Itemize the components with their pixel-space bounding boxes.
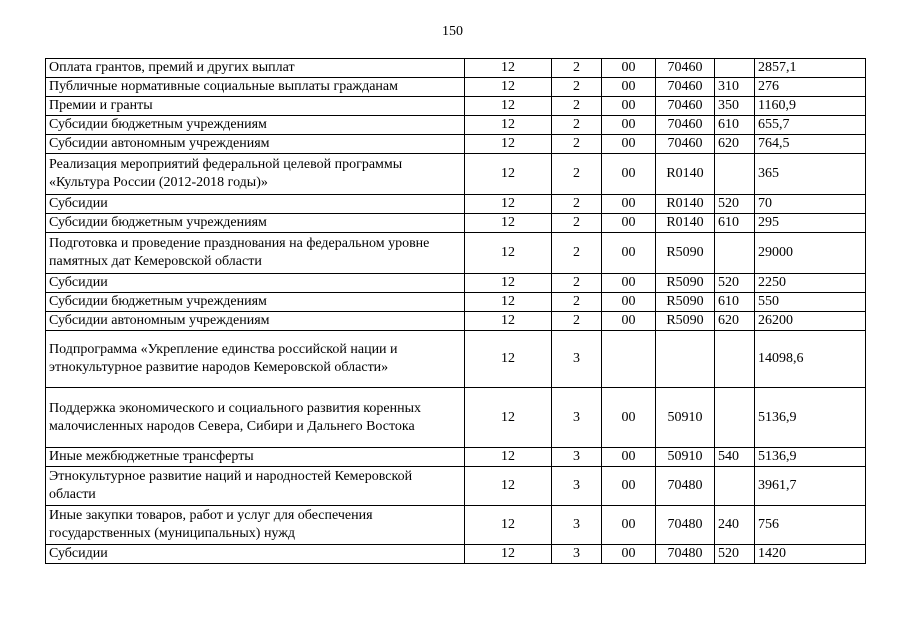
row-name: Подготовка и проведение празднования на федеральном уровне памятных дат Кемеровской области bbox=[46, 233, 465, 274]
row-expense-type: 620 bbox=[715, 135, 755, 154]
row-section: 12 bbox=[465, 388, 552, 448]
row-subsection: 2 bbox=[552, 293, 602, 312]
row-program: 00 bbox=[602, 195, 656, 214]
row-code: R5090 bbox=[656, 293, 715, 312]
table-row bbox=[46, 388, 866, 448]
row-program: 00 bbox=[602, 97, 656, 116]
row-name: Субсидии bbox=[46, 195, 465, 214]
table-row bbox=[46, 506, 866, 545]
row-subsection: 2 bbox=[552, 195, 602, 214]
row-code: 70480 bbox=[656, 506, 715, 545]
row-section: 12 bbox=[465, 214, 552, 233]
row-name: Иные закупки товаров, работ и услуг для обеспечения государственных (муниципальных) нужд bbox=[46, 506, 465, 545]
row-name: Субсидии автономным учреждениям bbox=[46, 135, 465, 154]
row-section: 12 bbox=[465, 233, 552, 274]
table-row bbox=[46, 116, 866, 135]
row-name: Субсидии бюджетным учреждениям bbox=[46, 293, 465, 312]
row-name: Публичные нормативные социальные выплаты гражданам bbox=[46, 78, 465, 97]
row-expense-type bbox=[715, 154, 755, 195]
row-code: R5090 bbox=[656, 233, 715, 274]
row-expense-type bbox=[715, 388, 755, 448]
row-section: 12 bbox=[465, 448, 552, 467]
row-subsection: 2 bbox=[552, 97, 602, 116]
row-expense-type: 520 bbox=[715, 545, 755, 564]
row-code: 50910 bbox=[656, 448, 715, 467]
row-program: 00 bbox=[602, 135, 656, 154]
row-expense-type: 610 bbox=[715, 116, 755, 135]
table-row bbox=[46, 467, 866, 506]
row-program: 00 bbox=[602, 448, 656, 467]
table-row bbox=[46, 233, 866, 274]
row-program: 00 bbox=[602, 116, 656, 135]
row-section: 12 bbox=[465, 78, 552, 97]
table-row bbox=[46, 214, 866, 233]
row-name: Субсидии bbox=[46, 274, 465, 293]
row-subsection: 3 bbox=[552, 506, 602, 545]
row-section: 12 bbox=[465, 545, 552, 564]
row-subsection: 3 bbox=[552, 448, 602, 467]
row-program: 00 bbox=[602, 467, 656, 506]
row-code: 50910 bbox=[656, 388, 715, 448]
row-code bbox=[656, 331, 715, 388]
page-number: 150 bbox=[442, 24, 463, 39]
row-code: 70460 bbox=[656, 135, 715, 154]
row-subsection: 2 bbox=[552, 78, 602, 97]
row-section: 12 bbox=[465, 506, 552, 545]
row-expense-type bbox=[715, 233, 755, 274]
row-code: R5090 bbox=[656, 312, 715, 331]
row-expense-type bbox=[715, 59, 755, 78]
row-code: 70460 bbox=[656, 59, 715, 78]
row-section: 12 bbox=[465, 97, 552, 116]
row-name: Иные межбюджетные трансферты bbox=[46, 448, 465, 467]
row-section: 12 bbox=[465, 135, 552, 154]
row-amount: 1420 bbox=[755, 545, 866, 564]
row-code: 70480 bbox=[656, 467, 715, 506]
row-code: 70460 bbox=[656, 78, 715, 97]
row-subsection: 2 bbox=[552, 214, 602, 233]
row-name: Субсидии bbox=[46, 545, 465, 564]
row-subsection: 3 bbox=[552, 545, 602, 564]
row-subsection: 2 bbox=[552, 312, 602, 331]
row-program bbox=[602, 331, 656, 388]
row-expense-type: 540 bbox=[715, 448, 755, 467]
row-expense-type: 620 bbox=[715, 312, 755, 331]
row-code: 70480 bbox=[656, 545, 715, 564]
row-amount: 29000 bbox=[755, 233, 866, 274]
row-program: 00 bbox=[602, 78, 656, 97]
row-name: Подпрограмма «Укрепление единства российской нации и этнокультурное развитие народов Кемеровской области» bbox=[46, 331, 465, 388]
row-subsection: 2 bbox=[552, 274, 602, 293]
table-row bbox=[46, 293, 866, 312]
row-section: 12 bbox=[465, 312, 552, 331]
row-amount: 14098,6 bbox=[755, 331, 866, 388]
row-name: Субсидии автономным учреждениям bbox=[46, 312, 465, 331]
row-section: 12 bbox=[465, 195, 552, 214]
row-section: 12 bbox=[465, 116, 552, 135]
table-row bbox=[46, 59, 866, 78]
budget-table bbox=[45, 58, 866, 564]
row-amount: 764,5 bbox=[755, 135, 866, 154]
row-section: 12 bbox=[465, 293, 552, 312]
row-program: 00 bbox=[602, 59, 656, 78]
row-section: 12 bbox=[465, 331, 552, 388]
table-row bbox=[46, 97, 866, 116]
row-code: 70460 bbox=[656, 97, 715, 116]
row-amount: 655,7 bbox=[755, 116, 866, 135]
row-name: Премии и гранты bbox=[46, 97, 465, 116]
row-expense-type: 520 bbox=[715, 195, 755, 214]
row-subsection: 2 bbox=[552, 116, 602, 135]
row-amount: 26200 bbox=[755, 312, 866, 331]
row-program: 00 bbox=[602, 233, 656, 274]
row-program: 00 bbox=[602, 388, 656, 448]
row-subsection: 3 bbox=[552, 388, 602, 448]
row-subsection: 2 bbox=[552, 135, 602, 154]
row-amount: 295 bbox=[755, 214, 866, 233]
row-expense-type: 610 bbox=[715, 293, 755, 312]
row-code: R5090 bbox=[656, 274, 715, 293]
row-section: 12 bbox=[465, 154, 552, 195]
row-amount: 5136,9 bbox=[755, 388, 866, 448]
row-program: 00 bbox=[602, 154, 656, 195]
row-expense-type: 610 bbox=[715, 214, 755, 233]
row-amount: 365 bbox=[755, 154, 866, 195]
table-body bbox=[46, 59, 866, 564]
table-row bbox=[46, 154, 866, 195]
row-code: R0140 bbox=[656, 214, 715, 233]
row-amount: 550 bbox=[755, 293, 866, 312]
row-amount: 70 bbox=[755, 195, 866, 214]
row-expense-type: 350 bbox=[715, 97, 755, 116]
row-amount: 276 bbox=[755, 78, 866, 97]
row-name: Реализация мероприятий федеральной целевой программы «Культура России (2012-2018 годы)» bbox=[46, 154, 465, 195]
row-amount: 5136,9 bbox=[755, 448, 866, 467]
row-program: 00 bbox=[602, 293, 656, 312]
row-subsection: 3 bbox=[552, 467, 602, 506]
table-row bbox=[46, 135, 866, 154]
table-row bbox=[46, 78, 866, 97]
row-section: 12 bbox=[465, 274, 552, 293]
row-expense-type bbox=[715, 331, 755, 388]
table-row bbox=[46, 195, 866, 214]
row-program: 00 bbox=[602, 312, 656, 331]
row-section: 12 bbox=[465, 59, 552, 78]
row-expense-type: 240 bbox=[715, 506, 755, 545]
row-amount: 756 bbox=[755, 506, 866, 545]
row-subsection: 2 bbox=[552, 154, 602, 195]
row-name: Субсидии бюджетным учреждениям bbox=[46, 214, 465, 233]
row-expense-type bbox=[715, 467, 755, 506]
row-code: R0140 bbox=[656, 195, 715, 214]
row-name: Этнокультурное развитие наций и народностей Кемеровской области bbox=[46, 467, 465, 506]
table-row bbox=[46, 331, 866, 388]
row-subsection: 2 bbox=[552, 59, 602, 78]
row-name: Оплата грантов, премий и других выплат bbox=[46, 59, 465, 78]
row-program: 00 bbox=[602, 274, 656, 293]
table-row bbox=[46, 274, 866, 293]
row-subsection: 3 bbox=[552, 331, 602, 388]
row-name: Поддержка экономического и социального развития коренных малочисленных народов Севера, Сибири и Дальнего Востока bbox=[46, 388, 465, 448]
row-amount: 1160,9 bbox=[755, 97, 866, 116]
row-subsection: 2 bbox=[552, 233, 602, 274]
row-program: 00 bbox=[602, 506, 656, 545]
row-name: Субсидии бюджетным учреждениям bbox=[46, 116, 465, 135]
table-row bbox=[46, 448, 866, 467]
row-expense-type: 310 bbox=[715, 78, 755, 97]
row-expense-type: 520 bbox=[715, 274, 755, 293]
row-code: R0140 bbox=[656, 154, 715, 195]
row-section: 12 bbox=[465, 467, 552, 506]
row-program: 00 bbox=[602, 214, 656, 233]
table-row bbox=[46, 545, 866, 564]
row-amount: 2250 bbox=[755, 274, 866, 293]
table-row bbox=[46, 312, 866, 331]
row-amount: 3961,7 bbox=[755, 467, 866, 506]
row-program: 00 bbox=[602, 545, 656, 564]
row-amount: 2857,1 bbox=[755, 59, 866, 78]
row-code: 70460 bbox=[656, 116, 715, 135]
